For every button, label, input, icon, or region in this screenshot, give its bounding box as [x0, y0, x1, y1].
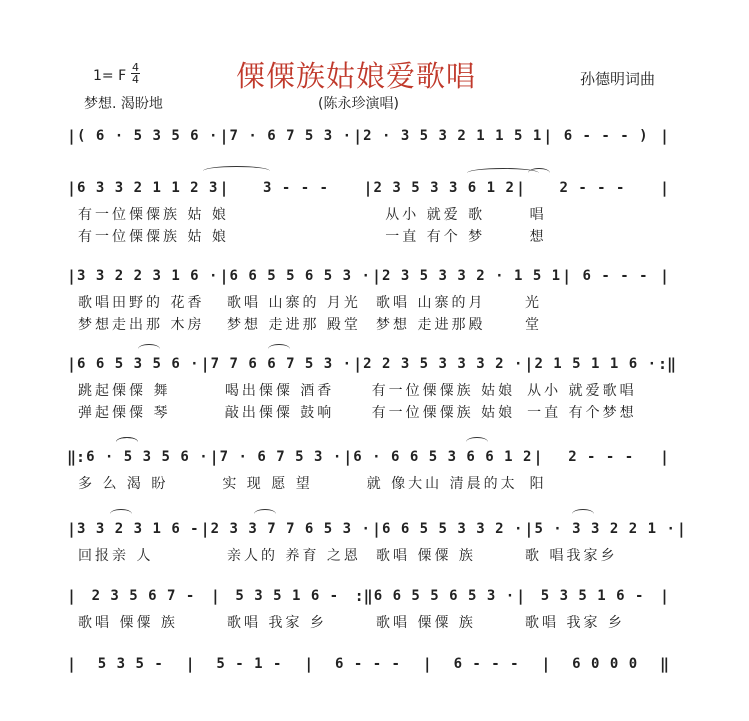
barline: | — [210, 587, 220, 605]
barline: | — [524, 355, 534, 373]
time-signature — [131, 62, 140, 85]
slur-mark — [572, 509, 594, 519]
measure: 7 · 6 7 5 3 · — [229, 128, 353, 144]
barline: | — [67, 520, 77, 538]
barline: | — [67, 587, 77, 605]
measure: 6 · 6 6 5 3 6 6 1 2 — [353, 449, 533, 465]
barline: | — [659, 179, 669, 197]
tempo-marking: 梦想. 渴盼地 — [84, 96, 163, 112]
lyric-text: 歌唱 傈僳 族 — [78, 615, 178, 631]
lyric-text: 歌唱 我家 乡 — [227, 615, 327, 631]
notes-row — [66, 652, 670, 676]
lyric-text: 实 现 愿 望 — [222, 476, 313, 492]
lyric-text: 喝出傈僳 酒香 — [224, 383, 335, 399]
measure: 6 0 0 0 — [572, 656, 639, 672]
barline: | — [219, 127, 229, 145]
barline: | — [676, 520, 686, 538]
barline: | — [200, 355, 210, 373]
notes-row — [66, 584, 670, 608]
barline: | — [343, 448, 353, 466]
measure: 6 · 5 3 5 6 · — [86, 449, 209, 465]
slur-mark — [528, 168, 550, 178]
measure: 5 3 5 1 6 - — [540, 588, 645, 604]
notes-row — [66, 352, 677, 376]
barline: ‖: — [67, 448, 86, 466]
lyric-line — [66, 473, 670, 493]
time-signature-top: 4 — [132, 61, 139, 74]
measure: 6 6 5 3 5 6 · — [77, 356, 200, 372]
measure: 3 3 2 2 3 1 6 · — [77, 268, 219, 284]
lyric-line — [66, 545, 670, 565]
barline: | — [659, 448, 669, 466]
measure: 5 · 3 3 2 2 1 · — [534, 521, 676, 537]
slur-mark — [268, 344, 290, 354]
lyric-text: 歌唱 山寨的 月光 — [227, 295, 361, 311]
barline: :‖ — [658, 355, 677, 373]
lyric-line — [66, 402, 670, 422]
barline: | — [533, 448, 543, 466]
slur-mark — [138, 344, 160, 354]
measure: 6 6 5 5 6 5 3 · — [373, 588, 516, 604]
lyric-text: 跳起傈僳 舞 — [78, 383, 171, 399]
lyric-text: 歌 唱我家乡 — [525, 548, 618, 564]
barline: | — [515, 179, 525, 197]
lyric-text: 亲人的 养育 之恩 — [227, 548, 361, 564]
barline: | — [659, 587, 670, 605]
lyric-text: 想 — [529, 229, 547, 245]
barline: ‖ — [659, 655, 669, 673]
barline: | — [541, 655, 551, 673]
composer-credit: 孙德明词曲 — [580, 70, 656, 88]
slur-mark — [116, 437, 138, 447]
notes-row — [66, 517, 686, 541]
lyric-line — [66, 292, 670, 312]
measure: 2 - - - — [559, 180, 626, 196]
lyric-text: 阳 — [529, 476, 547, 492]
lyric-text: 梦想 走进那殿 — [376, 317, 486, 333]
measure: 5 - 1 - — [216, 656, 283, 672]
notes-row — [66, 124, 670, 148]
lyric-text: 回报亲 人 — [78, 548, 154, 564]
lyric-text: 一直 有个 梦 — [385, 229, 486, 245]
measure: 5 3 5 1 6 - — [235, 588, 340, 604]
slur-mark — [203, 166, 270, 176]
measure: 2 3 5 3 3 6 1 2 — [373, 180, 515, 196]
barline: | — [562, 267, 572, 285]
barline: :‖ — [354, 587, 373, 605]
barline: | — [659, 127, 669, 145]
barline: | — [543, 127, 553, 145]
performer-note: (陈永珍演唱) — [318, 96, 399, 112]
measure: 2 3 3 7 7 6 5 3 · — [210, 521, 371, 537]
lyric-line — [66, 226, 670, 246]
lyric-text: 多 么 渴 盼 — [78, 476, 169, 492]
lyric-line — [66, 314, 670, 334]
barline: | — [67, 267, 77, 285]
barline: | — [353, 127, 363, 145]
lyric-text: 敲出傈僳 鼓响 — [224, 405, 335, 421]
lyric-text: 有一位傈僳族 姑 娘 — [78, 207, 229, 223]
barline: | — [209, 448, 219, 466]
lyric-text: 就 像大山 清晨的太 — [366, 476, 518, 492]
lyric-text: 从小 就爱 歌 — [385, 207, 486, 223]
measure: 3 - - - — [262, 180, 329, 196]
measure: 5 3 5 - — [97, 656, 164, 672]
slur-mark — [254, 509, 276, 519]
lyric-text: 歌唱 我家 乡 — [525, 615, 625, 631]
lyric-line — [66, 612, 670, 632]
notes-row — [66, 445, 670, 469]
barline: | — [363, 179, 373, 197]
barline: | — [516, 587, 526, 605]
barline: | — [371, 520, 381, 538]
lyric-line — [66, 204, 670, 224]
measure: 6 - - - — [582, 268, 649, 284]
barline: | — [67, 127, 77, 145]
notes-row — [66, 264, 670, 288]
notes-row — [66, 176, 670, 200]
lyric-line — [66, 380, 670, 400]
barline: | — [219, 179, 229, 197]
lyric-text: 堂 — [525, 317, 542, 333]
key-signature: 1= F — [93, 68, 127, 84]
lyric-text: 梦想走出那 木房 — [78, 317, 205, 333]
measure: 2 · 3 5 3 2 1 1 5 1 — [363, 128, 543, 144]
measure: 6 6 5 5 3 3 2 · — [381, 521, 524, 537]
barline: | — [659, 267, 669, 285]
measure: 2 1 5 1 1 6 · — [534, 356, 658, 372]
barline: | — [524, 520, 534, 538]
barline: | — [200, 520, 210, 538]
measure: 7 7 6 6 7 5 3 · — [210, 356, 353, 372]
barline: | — [304, 655, 314, 673]
lyric-text: 歌唱 山寨的月 — [376, 295, 486, 311]
barline: | — [353, 355, 363, 373]
lyric-text: 有一位傈僳族 姑娘 — [371, 405, 516, 421]
barline: | — [67, 655, 77, 673]
lyric-text: 梦想 走进那 殿堂 — [227, 317, 361, 333]
measure: 2 3 5 6 7 - — [91, 588, 196, 604]
measure: ( 6 · 5 3 5 6 · — [77, 128, 219, 144]
lyric-text: 从小 就爱歌唱 — [527, 383, 637, 399]
measure: 6 - - - ) — [563, 128, 649, 144]
measure: 6 6 5 5 6 5 3 · — [229, 268, 371, 284]
measure: 2 - - - — [568, 449, 635, 465]
time-signature-bottom: 4 — [132, 73, 139, 86]
lyric-text: 唱 — [529, 207, 547, 223]
lyric-text: 歌唱 傈僳 族 — [376, 615, 476, 631]
measure: 2 2 3 5 3 3 3 2 · — [363, 356, 524, 372]
barline: | — [371, 267, 381, 285]
slur-mark — [110, 509, 132, 519]
measure: 3 3 2 3 1 6 - — [77, 521, 200, 537]
barline: | — [67, 355, 77, 373]
slur-mark — [466, 437, 488, 447]
lyric-text: 弹起傈僳 琴 — [78, 405, 171, 421]
barline: | — [219, 267, 229, 285]
lyric-text: 歌唱 傈僳 族 — [376, 548, 476, 564]
measure: 6 - - - — [453, 656, 520, 672]
lyric-text: 有一位傈僳族 姑 娘 — [78, 229, 229, 245]
measure: 6 - - - — [334, 656, 401, 672]
measure: 7 · 6 7 5 3 · — [219, 449, 343, 465]
song-title: 傈傈族姑娘爱歌唱 — [236, 59, 477, 93]
lyric-text: 歌唱田野的 花香 — [78, 295, 205, 311]
barline: | — [185, 655, 195, 673]
measure: 2 3 5 3 3 2 · 1 5 1 — [381, 268, 562, 284]
lyric-text: 一直 有个梦想 — [527, 405, 637, 421]
barline: | — [422, 655, 432, 673]
lyric-text: 光 — [525, 295, 542, 311]
lyric-text: 有一位傈僳族 姑娘 — [371, 383, 516, 399]
measure: 6 3 3 2 1 1 2 3 — [77, 180, 219, 196]
barline: | — [67, 179, 77, 197]
